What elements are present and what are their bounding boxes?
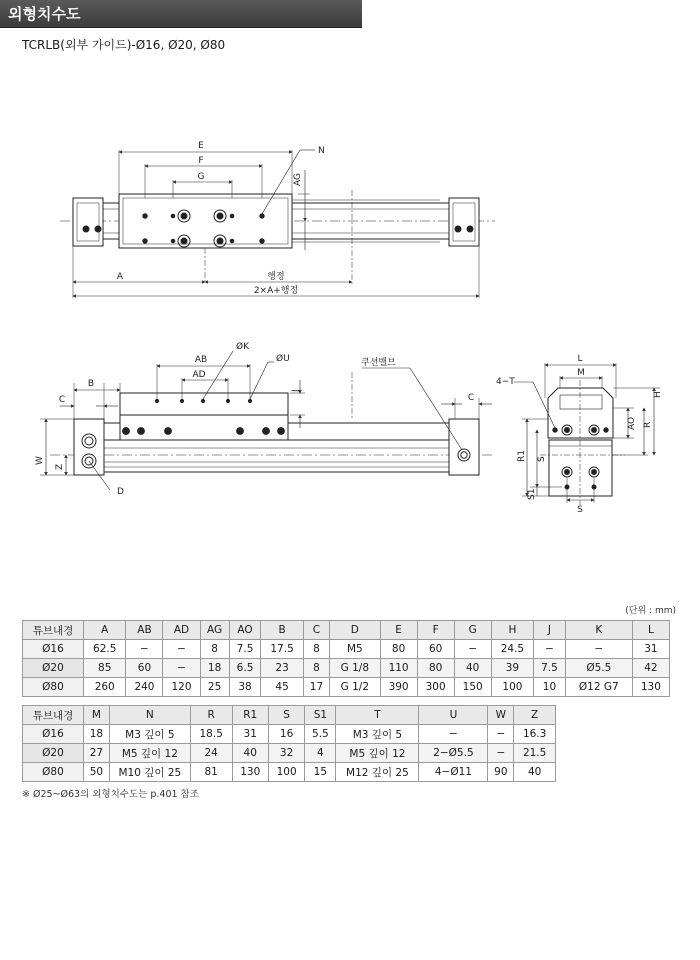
row-header: Ø16	[23, 725, 84, 744]
column-header: A	[84, 621, 126, 640]
svg-text:AG: AG	[293, 173, 303, 186]
svg-text:AO: AO	[627, 416, 637, 430]
svg-text:W: W	[35, 456, 45, 465]
table-cell: M3 깊이 5	[109, 725, 190, 744]
table-cell: 24.5	[491, 640, 533, 659]
svg-text:R: R	[643, 421, 653, 428]
table-cell: 17	[303, 678, 329, 697]
table-cell: 39	[491, 659, 533, 678]
table-cell: G 1/2	[330, 678, 380, 697]
table-cell: 4−Ø11	[419, 763, 488, 782]
svg-text:E: E	[198, 141, 204, 151]
table-cell: 390	[380, 678, 417, 697]
table-row	[23, 744, 556, 763]
table-cell: M12 깊이 25	[336, 763, 419, 782]
table-cell: 81	[190, 763, 232, 782]
table-cell: 45	[261, 678, 303, 697]
table-cell: 7.5	[534, 659, 566, 678]
column-header: AD	[163, 621, 200, 640]
table-cell: 18	[84, 725, 110, 744]
table-cell: 4	[305, 744, 336, 763]
table-cell: M5	[330, 640, 380, 659]
table-row	[23, 725, 556, 744]
column-header: H	[491, 621, 533, 640]
table-cell: 10	[534, 678, 566, 697]
svg-text:S: S	[537, 456, 547, 462]
column-header: N	[109, 706, 190, 725]
svg-text:행정: 행정	[267, 272, 285, 282]
table-cell: −	[126, 640, 163, 659]
table-cell: 25	[200, 678, 229, 697]
table-row	[23, 659, 670, 678]
svg-text:H: H	[653, 391, 663, 398]
table-cell: 40	[454, 659, 491, 678]
table-cell: 8	[303, 659, 329, 678]
svg-text:F: F	[198, 156, 204, 166]
table-cell: 31	[232, 725, 268, 744]
table-cell: −	[163, 659, 200, 678]
svg-text:AB: AB	[194, 355, 208, 365]
column-header: L	[632, 621, 669, 640]
table-cell: −	[534, 640, 566, 659]
table-cell: −	[565, 640, 632, 659]
row-header: Ø20	[23, 744, 84, 763]
table-cell: 18	[200, 659, 229, 678]
table-cell: Ø12 G7	[565, 678, 632, 697]
row-header: Ø80	[23, 763, 84, 782]
section-title: 외형치수도	[8, 5, 81, 23]
column-header: C	[303, 621, 329, 640]
table-cell: 24	[190, 744, 232, 763]
table-cell: 23	[261, 659, 303, 678]
table-cell: 2−Ø5.5	[419, 744, 488, 763]
svg-text:G: G	[197, 172, 205, 182]
table-cell: 38	[229, 678, 261, 697]
row-header: Ø20	[23, 659, 84, 678]
model-subtitle: TCRLB(외부 가이드)-Ø16, Ø20, Ø80	[22, 38, 226, 52]
svg-text:ØU: ØU	[276, 354, 290, 364]
table-cell: 300	[417, 678, 454, 697]
svg-text:L: L	[577, 354, 583, 364]
column-header: R1	[232, 706, 268, 725]
dimension-table-1	[22, 620, 670, 697]
table-cell: 150	[454, 678, 491, 697]
table-cell: 260	[84, 678, 126, 697]
unit-note: (단위 : mm)	[625, 606, 676, 616]
table-cell: 100	[268, 763, 304, 782]
column-header: U	[419, 706, 488, 725]
column-header: J	[534, 621, 566, 640]
table-cell: 21.5	[514, 744, 556, 763]
column-header: B	[261, 621, 303, 640]
table-cell: 31	[632, 640, 669, 659]
column-header: E	[380, 621, 417, 640]
svg-text:AD: AD	[192, 370, 206, 380]
column-header: T	[336, 706, 419, 725]
footnote: ※ Ø25~Ø63의 외형치수도는 p.401 참조	[22, 789, 199, 800]
table-cell: 110	[380, 659, 417, 678]
svg-text:S: S	[577, 505, 583, 515]
column-header: W	[488, 706, 514, 725]
table-cell: 5.5	[305, 725, 336, 744]
svg-text:Z: Z	[55, 463, 65, 470]
table-cell: 100	[491, 678, 533, 697]
table-cell: 80	[417, 659, 454, 678]
column-header: S1	[305, 706, 336, 725]
column-header: G	[454, 621, 491, 640]
table-cell: −	[488, 725, 514, 744]
table-cell: 42	[632, 659, 669, 678]
table-cell: 120	[163, 678, 200, 697]
table-cell: 80	[380, 640, 417, 659]
table-cell: 8	[200, 640, 229, 659]
table-row	[23, 678, 670, 697]
svg-text:N: N	[318, 146, 325, 156]
table-cell: Ø5.5	[565, 659, 632, 678]
column-header: 튜브내경	[23, 706, 84, 725]
column-header: 튜브내경	[23, 621, 84, 640]
svg-text:2×A+행정: 2×A+행정	[253, 286, 299, 296]
dimension-table-2	[22, 705, 556, 782]
table-cell: 130	[232, 763, 268, 782]
column-header: K	[565, 621, 632, 640]
table-row	[23, 640, 670, 659]
svg-text:C: C	[58, 395, 66, 405]
svg-text:M: M	[577, 368, 585, 378]
column-header: M	[84, 706, 110, 725]
svg-text:ØK: ØK	[236, 342, 249, 352]
table-cell: 6.5	[229, 659, 261, 678]
svg-text:C: C	[467, 393, 475, 403]
table-cell: −	[419, 725, 488, 744]
table-cell: 15	[305, 763, 336, 782]
column-header: S	[268, 706, 304, 725]
table-cell: 40	[232, 744, 268, 763]
column-header: D	[330, 621, 380, 640]
table-cell: 16.3	[514, 725, 556, 744]
svg-text:4−T: 4−T	[496, 377, 515, 387]
row-header: Ø16	[23, 640, 84, 659]
table-cell: 130	[632, 678, 669, 697]
column-header: R	[190, 706, 232, 725]
table-cell: 90	[488, 763, 514, 782]
table-cell: 62.5	[84, 640, 126, 659]
table-cell: 7.5	[229, 640, 261, 659]
svg-text:S1: S1	[527, 488, 537, 500]
table-cell: 18.5	[190, 725, 232, 744]
column-header: AO	[229, 621, 261, 640]
table-cell: M5 깊이 12	[109, 744, 190, 763]
table-cell: G 1/8	[330, 659, 380, 678]
table-cell: M3 깊이 5	[336, 725, 419, 744]
side-view	[514, 363, 660, 505]
table-cell: M10 깊이 25	[109, 763, 190, 782]
table-cell: 60	[126, 659, 163, 678]
table-cell: −	[163, 640, 200, 659]
svg-text:R1: R1	[517, 450, 527, 462]
column-header: AB	[126, 621, 163, 640]
column-header: AG	[200, 621, 229, 640]
front-view	[40, 351, 495, 490]
table-cell: 50	[84, 763, 110, 782]
table-cell: 85	[84, 659, 126, 678]
table-cell: 8	[303, 640, 329, 659]
svg-text:J: J	[291, 389, 301, 392]
table-cell: 16	[268, 725, 304, 744]
table-cell: −	[488, 744, 514, 763]
svg-text:A: A	[116, 272, 124, 282]
table-cell: 17.5	[261, 640, 303, 659]
table-cell: 27	[84, 744, 110, 763]
table-header-row	[23, 621, 670, 640]
table-cell: 40	[514, 763, 556, 782]
column-header: Z	[514, 706, 556, 725]
svg-text:B: B	[87, 379, 95, 389]
table-cell: M5 깊이 12	[336, 744, 419, 763]
svg-text:쿠션밸브: 쿠션밸브	[361, 358, 396, 368]
table-row	[23, 763, 556, 782]
table-cell: −	[454, 640, 491, 659]
svg-text:D: D	[117, 487, 124, 497]
table-cell: 240	[126, 678, 163, 697]
row-header: Ø80	[23, 678, 84, 697]
table-cell: 32	[268, 744, 304, 763]
table-header-row	[23, 706, 556, 725]
table-cell: 60	[417, 640, 454, 659]
column-header: F	[417, 621, 454, 640]
